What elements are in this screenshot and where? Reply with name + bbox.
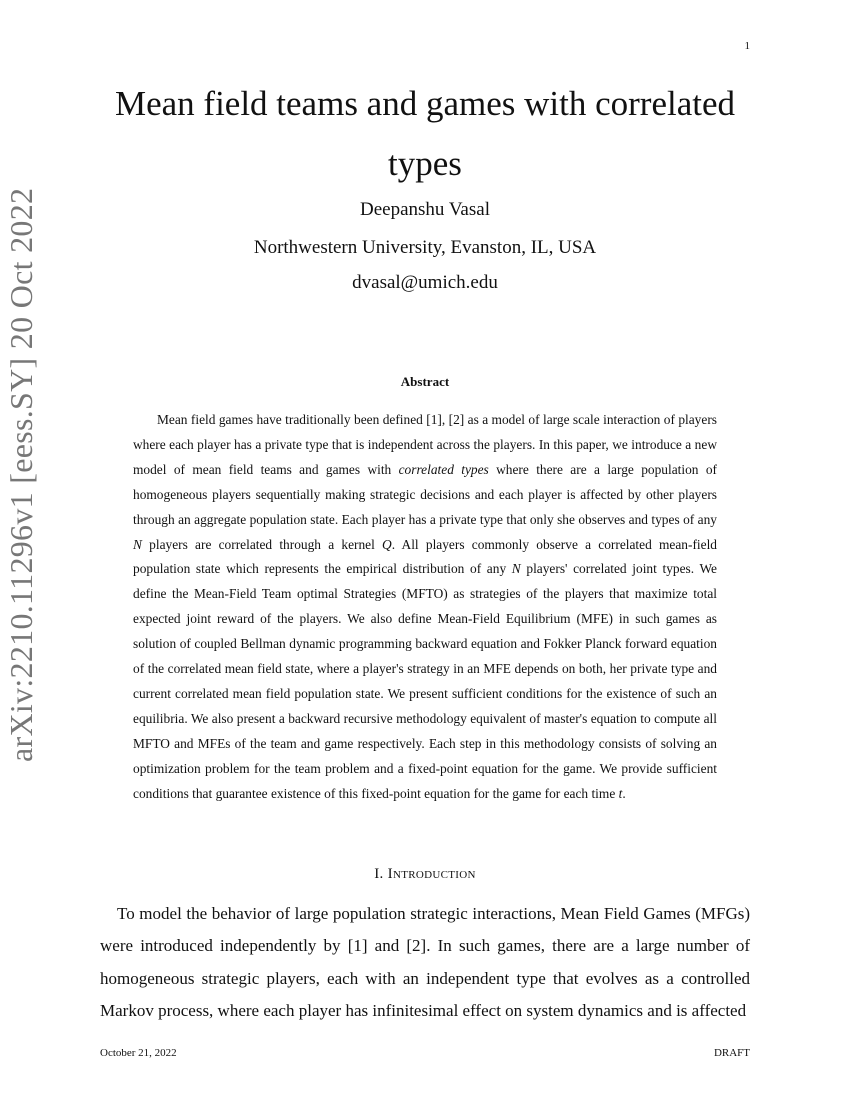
abstract-text-part: where there are a large population of homogeneous players sequentially making strategic decisions and each player is affected by other players through an aggregate population state. Each player has a private type that only she observes and types of any [133,461,717,527]
footer-date: October 21, 2022 [100,1047,177,1059]
section-heading-introduction [100,866,750,883]
abstract-heading: Abstract [400,374,450,389]
page-number: 1 [744,40,750,52]
arxiv-identifier-stamp: arXiv:2210.11296v1 [eess.SY] 20 Oct 2022 [3,187,39,762]
abstract-text [133,408,717,807]
math-variable: t [618,785,623,801]
section-title: Introduction [387,866,476,882]
abstract-emphasis: correlated types [398,461,489,477]
author-affiliation: Northwestern University, Evanston, IL, USA [253,237,597,258]
math-variable: N [511,561,521,577]
introduction-paragraph: To model the behavior of large population strategic interactions, Mean Field Games (MFGs) were introduced independently by [1] and [2]. In such games, there are a large number of homogeneous strategic players, each with an independent type that evolves as a controlled Markov process, where each player has infinitesimal effect on system dynamics and is affected [100,904,750,1020]
section-number: I. [374,866,388,882]
paper-title-line-1: Mean field teams and games with correlated [114,84,736,123]
abstract-text-part: players' correlated joint types. We define the Mean-Field Team optimal Strategies (MFTO) as strategies of the players that maximize total expected joint reward of the players. We also define Mean-Field Equilibrium (MFE) in such games as solution of coupled Bellman dynamic programming backward equation and Fokker Planck forward equation of the correlated mean field state, where a player's strategy in an MFE depends on both, her private type and current correlated mean field population state. We present sufficient conditions for the existence of such an equilibria. We also present a backward recursive methodology equivalent of master's equation to compute all MFTO and MFEs of the team and game respectively. Each step in this methodology consists of solving an optimization problem for the team problem and a fixed-point equation for the game. We provide sufficient conditions that guarantee existence of this fixed-point equation for the game for each time [133,561,717,801]
author-email: dvasal@umich.edu [352,272,498,293]
paper-title-line-2: types [388,144,462,183]
math-variable: N [133,536,142,552]
paper-title [100,74,750,194]
abstract-text-part: players are correlated through a kernel [141,536,383,552]
abstract-text-part: Mean field games have traditionally been defined [1], [2] as a model of large scale interaction of players where each player has a private type that is independent across the players. In this paper, we introduce a new model of mean field teams and games with [133,412,717,477]
footer-draft-label: DRAFT [713,1047,750,1059]
math-variable: Q [382,536,392,552]
author-name: Deepanshu Vasal [360,199,490,220]
abstract-text-part: . All players commonly observe a correlated mean-field population state which represents the empirical distribution of any [133,536,717,577]
abstract-text-part: . [622,785,626,801]
